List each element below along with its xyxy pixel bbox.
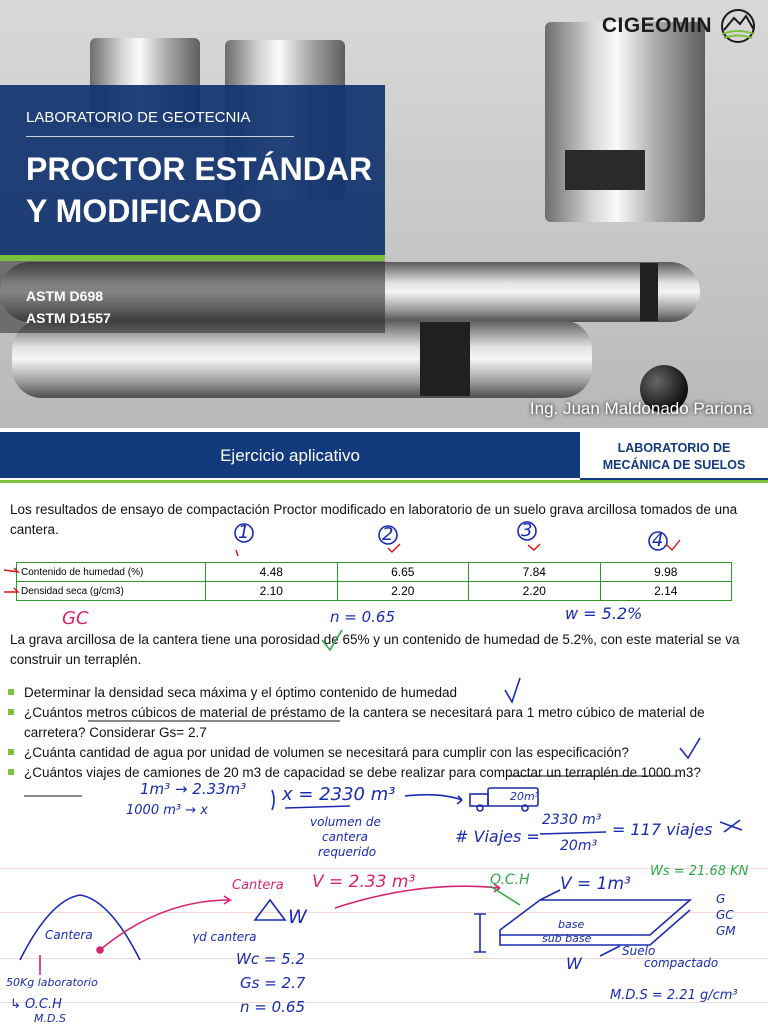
annotation-gs: Gs = 2.7: [240, 974, 306, 992]
title-divider: [26, 136, 294, 137]
annotation-base: base: [558, 918, 585, 931]
annotation-gc: GC: [62, 608, 89, 629]
annotation-ws: Ws = 21.68 KN: [650, 864, 749, 879]
table-row: [17, 582, 732, 601]
annotation-water-content: w = 5.2%: [565, 604, 643, 623]
bullet-icon: [8, 709, 14, 715]
list-item: [6, 743, 746, 763]
table-cell: 2.20: [469, 582, 601, 601]
question-text: ¿Cuántos metros cúbicos de material de préstamo de la cantera se necesitará para 1 metro cúbico de material de carretera? Considerar Gs= 2.7: [24, 705, 705, 740]
bullet-icon: [8, 749, 14, 755]
title-line-1: PROCTOR ESTÁNDAR: [26, 151, 373, 187]
annotation-ratio-b: 1000 m³ → x: [126, 803, 208, 818]
annotation-circle-1: 1: [238, 522, 250, 543]
annotation-w-bottom: W: [566, 954, 582, 973]
section-lab-label: [580, 432, 768, 481]
astm-1: ASTM D698: [26, 288, 104, 304]
annotation-porosity: n = 0.65: [330, 608, 396, 626]
annotation-w-big: W: [288, 906, 307, 928]
table-cell: 4.48: [206, 563, 338, 582]
table-cell: 2.20: [337, 582, 469, 601]
annotation-mds-left: M.D.S: [34, 1012, 66, 1025]
annotation-g3: GM: [716, 924, 736, 938]
table-cell: 9.98: [600, 563, 732, 582]
annotation-subbase: sub base: [542, 932, 592, 945]
proctor-mold-large: [545, 22, 705, 222]
author-name: Ing. Juan Maldonado Pariona: [529, 399, 752, 418]
astm-standards: [26, 285, 111, 329]
table-row: [17, 563, 732, 582]
page-title: [26, 148, 372, 232]
table-cell: 7.84: [469, 563, 601, 582]
table-cell: 6.65: [337, 563, 469, 582]
title-line-2: Y MODIFICADO: [26, 193, 262, 229]
list-item: [6, 763, 746, 783]
bullet-icon: [8, 689, 14, 695]
list-item: [6, 703, 746, 743]
annotation-suelo: Suelo: [622, 944, 656, 958]
section-header: [0, 432, 580, 478]
annotation-x-eq: x = 2330 m³: [282, 784, 396, 805]
bullet-icon: [8, 769, 14, 775]
mountain-logo-icon: [716, 8, 760, 44]
section-title: Ejercicio aplicativo: [220, 446, 360, 465]
annotation-mds-right: M.D.S = 2.21 g/cm³: [610, 988, 738, 1003]
annotation-circle-4: 4: [652, 530, 664, 551]
section-divider: [0, 480, 768, 483]
brand-logo: [602, 8, 760, 44]
hero-banner: [0, 0, 768, 428]
annotation-v-one: V = 1m³: [560, 874, 631, 894]
annotation-sample: 50Kg laboratorio: [6, 976, 98, 989]
annotation-viajes: # Viajes =: [455, 827, 540, 846]
lab-title: LABORATORIO DE GEOTECNIA: [26, 109, 251, 126]
annotation-n-bottom: n = 0.65: [240, 998, 306, 1016]
annotation-circle-3: 3: [521, 520, 533, 541]
problem-statement: La grava arcillosa de la cantera tiene una porosidad de 65% y un contenido de humedad de 5.2%, con este material se va construir un terraplén.: [10, 632, 740, 667]
question-text: ¿Cuánta cantidad de agua por unidad de volumen se necesitará para cumplir con las especificación?: [24, 745, 629, 760]
annotation-wc: Wc = 5.2: [236, 950, 306, 968]
annotation-och-left: ↳ O.C.H: [10, 997, 62, 1012]
intro-text: Los resultados de ensayo de compactación Proctor modificado en laboratorio de un suelo grava arcillosa tomados de una cantera.: [10, 502, 738, 537]
annotation-g1: G: [716, 892, 726, 906]
annotation-ratio-a: 1m³ → 2.33m³: [140, 780, 247, 798]
astm-2: ASTM D1557: [26, 310, 111, 326]
mold-label: [565, 150, 645, 190]
annotation-volume-2: cantera: [322, 830, 368, 844]
section-lab-line-2: MECÁNICA DE SUELOS: [602, 458, 746, 472]
row-label: Contenido de humedad (%): [17, 563, 206, 582]
annotation-circle-2: 2: [382, 524, 394, 545]
proctor-results-table: [16, 562, 732, 601]
question-text: ¿Cuántos viajes de camiones de 20 m3 de capacidad se debe realizar para compactar un terraplén de 1000 m3?: [24, 765, 701, 780]
annotation-frac-den: 20m³: [560, 838, 598, 854]
table-cell: 2.14: [600, 582, 732, 601]
question-text: Determinar la densidad seca máxima y el óptimo contenido de humedad: [24, 685, 457, 700]
section-lab-line-1: LABORATORIO DE: [617, 441, 731, 455]
annotation-och-green: O.C.H: [490, 872, 530, 888]
annotation-gamma-d: γd cantera: [192, 930, 257, 944]
annotation-viajes-result: = 117 viajes: [612, 820, 713, 839]
notes-rule: [0, 912, 768, 913]
question-list: [6, 683, 746, 783]
brand-name: CIGEOMIN: [601, 14, 712, 37]
annotation-volume-cantera: V = 2.33 m³: [312, 872, 416, 892]
annotation-cantera-pink: Cantera: [232, 878, 284, 893]
annotation-g2: GC: [716, 908, 734, 922]
annotation-volume-1: volumen de: [310, 815, 381, 829]
annotation-volume-3: requerido: [318, 845, 377, 859]
annotation-cantera-blue: Cantera: [45, 928, 93, 942]
annotation-compactado: compactado: [644, 956, 719, 970]
row-label: Densidad seca (g/cm3): [17, 582, 206, 601]
table-cell: 2.10: [206, 582, 338, 601]
list-item: [6, 683, 746, 703]
hammer-band-2: [420, 322, 470, 396]
annotation-truck-label: 20m³: [510, 790, 540, 803]
annotation-frac-num: 2330 m³: [542, 812, 602, 828]
hammer-band: [640, 263, 658, 321]
